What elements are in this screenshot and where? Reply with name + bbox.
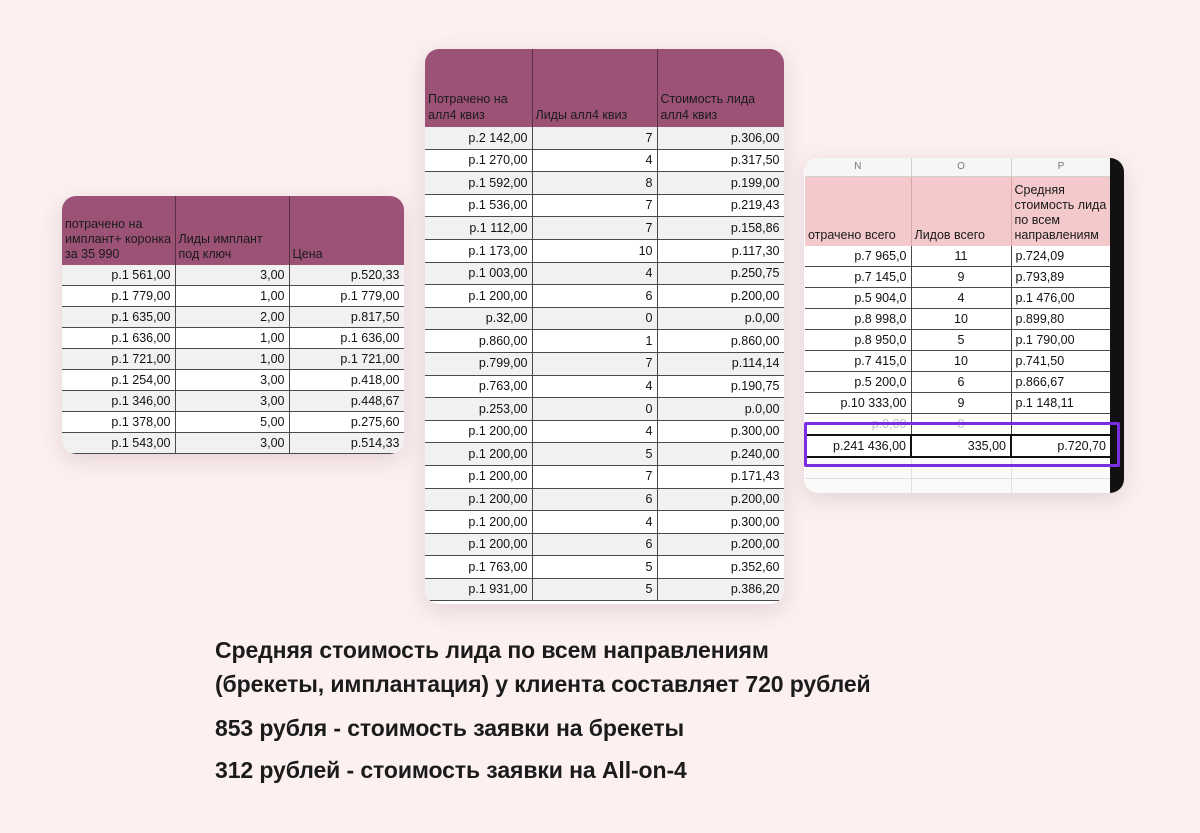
quiz-leads-table: [425, 49, 784, 601]
table-cell[interactable]: р.1 763,00: [425, 556, 532, 579]
table-row: [425, 172, 784, 195]
quiz-leads-table-card: [425, 49, 784, 604]
table-row: [62, 265, 404, 286]
table-cell[interactable]: р.8 998,0: [805, 309, 911, 330]
table-cell[interactable]: р.5 904,0: [805, 288, 911, 309]
table-cell[interactable]: р.1 200,00: [425, 420, 532, 443]
table-cell[interactable]: 6: [532, 533, 657, 556]
table-cell[interactable]: р.0,00: [805, 414, 911, 436]
table-row: [425, 443, 784, 466]
table-row: [62, 307, 404, 328]
table-cell[interactable]: р.1 200,00: [425, 511, 532, 534]
table-cell[interactable]: р.317,50: [657, 149, 784, 172]
table-row: [425, 217, 784, 240]
table-cell[interactable]: р.1 270,00: [425, 149, 532, 172]
table-row: [425, 375, 784, 398]
table-cell[interactable]: 7: [532, 127, 657, 149]
table-cell[interactable]: р.514,33: [289, 433, 404, 454]
table-header-row: [425, 49, 784, 127]
table-cell[interactable]: р.1 779,00: [62, 286, 175, 307]
table-cell[interactable]: р.352,60: [657, 556, 784, 579]
empty-row: [805, 479, 1111, 494]
table-row: [425, 307, 784, 330]
table-row: [805, 372, 1111, 393]
table-cell[interactable]: 8: [532, 172, 657, 195]
table-cell[interactable]: р.275,60: [289, 412, 404, 433]
table-cell[interactable]: р.1 148,11: [1011, 393, 1111, 414]
table-cell[interactable]: р.250,75: [657, 262, 784, 285]
table-cell[interactable]: 4: [532, 511, 657, 534]
table-cell[interactable]: р.799,00: [425, 352, 532, 375]
caption-line-4: 312 рублей - стоимость заявки на All-on-4: [215, 757, 687, 783]
caption-line-1: Средняя стоимость лида по всем направлениям: [215, 637, 769, 663]
column-letter-row: [805, 158, 1111, 177]
table-cell[interactable]: 1: [532, 330, 657, 353]
table-cell[interactable]: р.5 200,0: [805, 372, 911, 393]
table-row: [62, 286, 404, 307]
table-cell[interactable]: р.1 254,00: [62, 370, 175, 391]
table-cell[interactable]: 7: [532, 465, 657, 488]
table-cell[interactable]: 0: [532, 307, 657, 330]
table-cell[interactable]: р.741,50: [1011, 351, 1111, 372]
table-cell[interactable]: 0: [532, 398, 657, 421]
table-row: [62, 433, 404, 454]
table-cell[interactable]: 3,00: [175, 265, 289, 286]
table-cell[interactable]: р.1 200,00: [425, 285, 532, 308]
table-cell[interactable]: 3,00: [175, 370, 289, 391]
table-cell[interactable]: 1,00: [175, 328, 289, 349]
table-cell[interactable]: 3,00: [175, 433, 289, 454]
table-cell[interactable]: 5: [911, 330, 1011, 351]
table-cell[interactable]: р.1 200,00: [425, 465, 532, 488]
total-row-highlight: [804, 422, 1120, 467]
caption-line-3: 853 рубля - стоимость заявки на брекеты: [215, 715, 685, 741]
table-row: [62, 412, 404, 433]
table-cell[interactable]: 1,00: [175, 349, 289, 370]
table-cell[interactable]: 7: [532, 217, 657, 240]
implant-table-body: [62, 265, 404, 454]
table-cell[interactable]: 1,00: [175, 286, 289, 307]
table-row: [425, 127, 784, 149]
table-cell[interactable]: 9: [911, 393, 1011, 414]
table-cell[interactable]: р.2 142,00: [425, 127, 532, 149]
column-letter-p[interactable]: P: [1011, 158, 1111, 177]
table-row: [425, 194, 784, 217]
total-cell[interactable]: р.241 436,00: [805, 435, 911, 457]
table-row: [425, 420, 784, 443]
table-cell[interactable]: р.200,00: [657, 533, 784, 556]
table-row: [805, 309, 1111, 330]
header-spent-quiz: Потрачено на алл4 квиз: [425, 49, 532, 127]
table-cell[interactable]: 5: [532, 443, 657, 466]
table-cell[interactable]: р.1 173,00: [425, 239, 532, 262]
table-cell[interactable]: р.1 636,00: [289, 328, 404, 349]
table-cell[interactable]: р.866,67: [1011, 372, 1111, 393]
table-header-row: [62, 196, 404, 265]
table-cell[interactable]: р.0,00: [657, 398, 784, 421]
table-cell[interactable]: р.1 346,00: [62, 391, 175, 412]
table-cell[interactable]: р.1 200,00: [425, 488, 532, 511]
table-row: [62, 391, 404, 412]
table-cell[interactable]: 10: [911, 351, 1011, 372]
table-cell[interactable]: р.114,14: [657, 352, 784, 375]
table-cell[interactable]: 10: [911, 309, 1011, 330]
table-cell[interactable]: р.300,00: [657, 511, 784, 534]
table-cell[interactable]: р.219,43: [657, 194, 784, 217]
table-cell[interactable]: р.1 112,00: [425, 217, 532, 240]
table-cell[interactable]: р.1 200,00: [425, 533, 532, 556]
table-row: [425, 352, 784, 375]
table-cell[interactable]: р.520,33: [289, 265, 404, 286]
table-cell[interactable]: р.32,00: [425, 307, 532, 330]
table-row: [425, 239, 784, 262]
header-spent-total: отрачено всего: [805, 177, 911, 247]
table-cell[interactable]: р.793,89: [1011, 267, 1111, 288]
table-cell[interactable]: р.253,00: [425, 398, 532, 421]
table-cell[interactable]: р.300,00: [657, 420, 784, 443]
total-cell[interactable]: 335,00: [911, 435, 1011, 457]
empty-cell[interactable]: [1011, 479, 1111, 494]
table-cell[interactable]: р.1 378,00: [62, 412, 175, 433]
table-cell[interactable]: р.199,00: [657, 172, 784, 195]
empty-cell[interactable]: [805, 479, 911, 494]
table-cell[interactable]: р.7 145,0: [805, 267, 911, 288]
header-leads-quiz: Лиды алл4 квиз: [532, 49, 657, 127]
table-cell[interactable]: 3,00: [175, 391, 289, 412]
table-cell[interactable]: р.724,09: [1011, 246, 1111, 267]
table-row: [805, 246, 1111, 267]
table-row: [805, 330, 1111, 351]
table-cell[interactable]: р.1 931,00: [425, 578, 532, 601]
table-cell[interactable]: 9: [911, 267, 1011, 288]
table-cell[interactable]: 4: [532, 420, 657, 443]
table-row: [805, 288, 1111, 309]
table-cell[interactable]: р.817,50: [289, 307, 404, 328]
empty-cell[interactable]: [911, 479, 1011, 494]
table-cell[interactable]: р.306,00: [657, 127, 784, 149]
table-cell[interactable]: 11: [911, 246, 1011, 267]
table-cell[interactable]: р.0,00: [657, 307, 784, 330]
column-letter-o[interactable]: O: [911, 158, 1011, 177]
table-cell[interactable]: р.117,30: [657, 239, 784, 262]
table-cell[interactable]: 2,00: [175, 307, 289, 328]
table-cell[interactable]: р.1 561,00: [62, 265, 175, 286]
table-row: [425, 511, 784, 534]
caption-line-2: (брекеты, имплантация) у клиента составляет 720 рублей: [215, 671, 871, 697]
table-cell[interactable]: р.1 779,00: [289, 286, 404, 307]
table-row: [62, 349, 404, 370]
table-row: [425, 556, 784, 579]
table-cell[interactable]: р.1 790,00: [1011, 330, 1111, 351]
header-spent-implant: потрачено на имплант+ коронка за 35 990: [62, 196, 175, 265]
table-cell[interactable]: р.1 636,00: [62, 328, 175, 349]
table-cell[interactable]: 5,00: [175, 412, 289, 433]
table-cell[interactable]: р.386,20: [657, 578, 784, 601]
table-cell[interactable]: 7: [532, 194, 657, 217]
table-row: [425, 149, 784, 172]
table-cell[interactable]: р.10 333,00: [805, 393, 911, 414]
table-cell[interactable]: 0: [911, 414, 1011, 436]
table-cell[interactable]: р.763,00: [425, 375, 532, 398]
table-row: [425, 285, 784, 308]
table-cell[interactable]: р.1 476,00: [1011, 288, 1111, 309]
table-cell[interactable]: р.200,00: [657, 285, 784, 308]
implant-leads-table-card: [62, 196, 404, 454]
table-cell[interactable]: р.1 721,00: [62, 349, 175, 370]
table-row: [62, 370, 404, 391]
table-cell[interactable]: 4: [911, 288, 1011, 309]
table-cell[interactable]: 4: [532, 262, 657, 285]
table-row: [805, 393, 1111, 414]
table-cell[interactable]: р.1 721,00: [289, 349, 404, 370]
quiz-table-body: [425, 127, 784, 601]
table-cell[interactable]: 5: [532, 578, 657, 601]
table-row: [425, 465, 784, 488]
table-cell[interactable]: р.418,00: [289, 370, 404, 391]
table-cell[interactable]: р.860,00: [425, 330, 532, 353]
table-cell[interactable]: р.190,75: [657, 375, 784, 398]
header-leads-implant: Лиды имплант под ключ: [175, 196, 289, 265]
table-cell[interactable]: 6: [532, 488, 657, 511]
table-cell[interactable]: 5: [532, 556, 657, 579]
total-cell[interactable]: р.720,70: [1011, 435, 1111, 457]
table-cell[interactable]: р.7 965,0: [805, 246, 911, 267]
table-row: [425, 262, 784, 285]
table-cell[interactable]: р.1 543,00: [62, 433, 175, 454]
header-cost-per-lead-quiz: Стоимость лида алл4 квиз: [657, 49, 784, 127]
table-cell[interactable]: р.899,80: [1011, 309, 1111, 330]
table-cell[interactable]: р.1 003,00: [425, 262, 532, 285]
table-cell[interactable]: 6: [911, 372, 1011, 393]
table-row: [62, 328, 404, 349]
table-cell[interactable]: 10: [532, 239, 657, 262]
table-cell[interactable]: р.200,00: [657, 488, 784, 511]
table-row: [425, 488, 784, 511]
table-cell[interactable]: р.448,67: [289, 391, 404, 412]
table-cell[interactable]: р.1 200,00: [425, 443, 532, 466]
table-cell[interactable]: р.7 415,0: [805, 351, 911, 372]
table-cell[interactable]: р.171,43: [657, 465, 784, 488]
table-row: [425, 533, 784, 556]
table-row: [425, 398, 784, 421]
table-header-row: [805, 177, 1111, 247]
table-cell[interactable]: р.1 592,00: [425, 172, 532, 195]
table-cell[interactable]: р.860,00: [657, 330, 784, 353]
table-row: [425, 330, 784, 353]
table-row: [805, 267, 1111, 288]
table-cell[interactable]: 6: [532, 285, 657, 308]
table-cell[interactable]: р.158,86: [657, 217, 784, 240]
implant-leads-table: [62, 196, 404, 454]
table-cell[interactable]: р.8 950,0: [805, 330, 911, 351]
table-row: [805, 351, 1111, 372]
table-row: [425, 578, 784, 601]
table-cell[interactable]: р.240,00: [657, 443, 784, 466]
header-leads-total: Лидов всего: [911, 177, 1011, 247]
header-avg-cost-per-lead: Средняя стоимость лида по всем направлениям: [1011, 177, 1111, 247]
table-cell[interactable]: 4: [532, 375, 657, 398]
table-cell[interactable]: 4: [532, 149, 657, 172]
table-cell[interactable]: р.1 635,00: [62, 307, 175, 328]
table-cell[interactable]: р.1 536,00: [425, 194, 532, 217]
column-letter-n[interactable]: N: [805, 158, 911, 177]
table-cell[interactable]: 7: [532, 352, 657, 375]
header-price: Цена: [289, 196, 404, 265]
